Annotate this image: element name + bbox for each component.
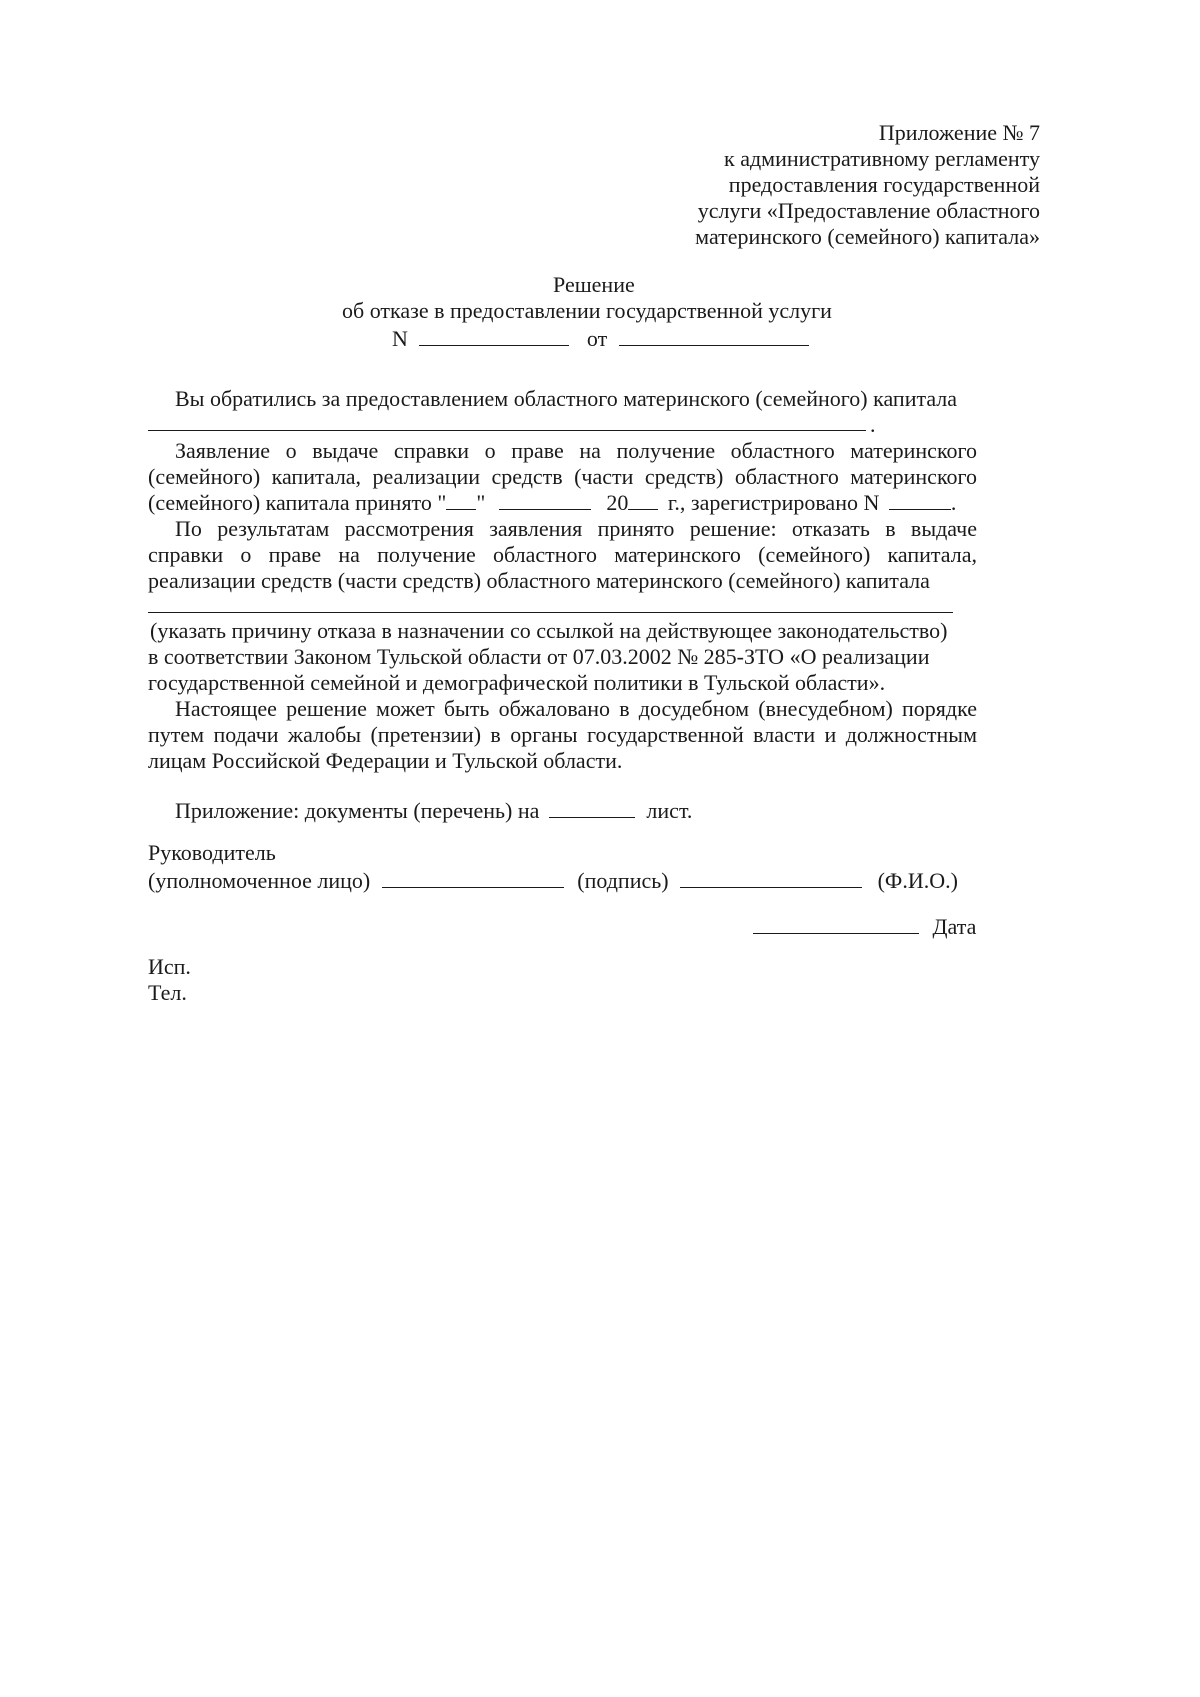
appeal-line-2: путем подачи жалобы (претензии) в органы государственной власти и должностным [148, 722, 977, 747]
attachment-suffix: лист. [646, 798, 693, 823]
appendix-line-3: предоставления государственной [728, 172, 1040, 197]
date-row [753, 914, 976, 940]
appeal-line-1: Настоящее решение может быть обжаловано в досудебном (внесудебном) порядке [175, 696, 977, 721]
number-blank [419, 327, 569, 346]
executor-label: Исп. [148, 954, 191, 979]
registration-period: . [950, 490, 957, 515]
attachment-label: Приложение: документы (перечень) на [175, 798, 540, 823]
date-label: Дата [932, 914, 977, 939]
sign-label: (подпись) [577, 868, 669, 893]
refusal-reason-hint: (указать причину отказа в назначении со ссылкой на действующее законодательство) [150, 618, 948, 643]
appendix-line-5: материнского (семейного) капитала» [695, 224, 1040, 249]
signature-blank [382, 869, 564, 888]
date-blank [619, 327, 809, 346]
year-blank [628, 491, 658, 510]
date-prefix: от [586, 326, 608, 351]
accepted-label: (семейного) капитала принято " [148, 490, 447, 515]
decision-line-3: реализации средств (части средств) областного материнского (семейного) капитала [148, 568, 930, 593]
month-blank [499, 491, 591, 510]
signature-date-blank [753, 915, 919, 934]
document-number-row [392, 326, 809, 352]
authorized-person-label: (уполномоченное лицо) [148, 868, 371, 893]
application-line-2: (семейного) капитала, реализации средств (части средств) областного материнского [148, 464, 977, 489]
decision-line-1: По результатам рассмотрения заявления принято решение: отказать в выдаче [175, 516, 977, 541]
paragraph-request: Вы обратились за предоставлением областного материнского (семейного) капитала [175, 386, 958, 411]
fio-blank [680, 869, 862, 888]
application-line-3 [148, 490, 956, 516]
number-prefix: N [392, 326, 408, 351]
attachment-count-blank [549, 799, 635, 818]
law-reference-line-1: в соответствии Законом Тульской области от 07.03.2002 № 285-ЗТО «О реализации [148, 644, 930, 669]
phone-label: Тел. [148, 980, 187, 1005]
signature-row [148, 868, 958, 894]
day-blank [446, 491, 476, 510]
head-label: Руководитель [148, 840, 276, 865]
decision-line-2: справки о праве на получение областного материнского (семейного) капитала, [148, 542, 977, 567]
application-line-1: Заявление о выдаче справки о праве на получение областного материнского [175, 438, 977, 463]
appeal-line-3: лицам Российской Федерации и Тульской области. [148, 748, 623, 773]
request-blank-line [148, 430, 866, 431]
refusal-reason-blank-line [148, 612, 953, 613]
appendix-line-4: услуги «Предоставление областного [697, 198, 1040, 223]
fio-label: (Ф.И.О.) [877, 868, 958, 893]
registered-label: г., зарегистрировано N [667, 490, 880, 515]
quote-close: " [476, 490, 486, 515]
year-prefix: 20 [606, 490, 629, 515]
registration-number-blank [889, 491, 951, 510]
law-reference-line-2: государственной семейной и демографической политики в Тульской области». [148, 670, 886, 695]
attachment-row [175, 798, 692, 824]
document-title: Решение [553, 272, 635, 297]
document-subtitle: об отказе в предоставлении государственной услуги [342, 298, 832, 323]
request-period: . [870, 412, 876, 437]
appendix-line-1: Приложение № 7 [878, 120, 1040, 145]
appendix-line-2: к административному регламенту [724, 146, 1040, 171]
